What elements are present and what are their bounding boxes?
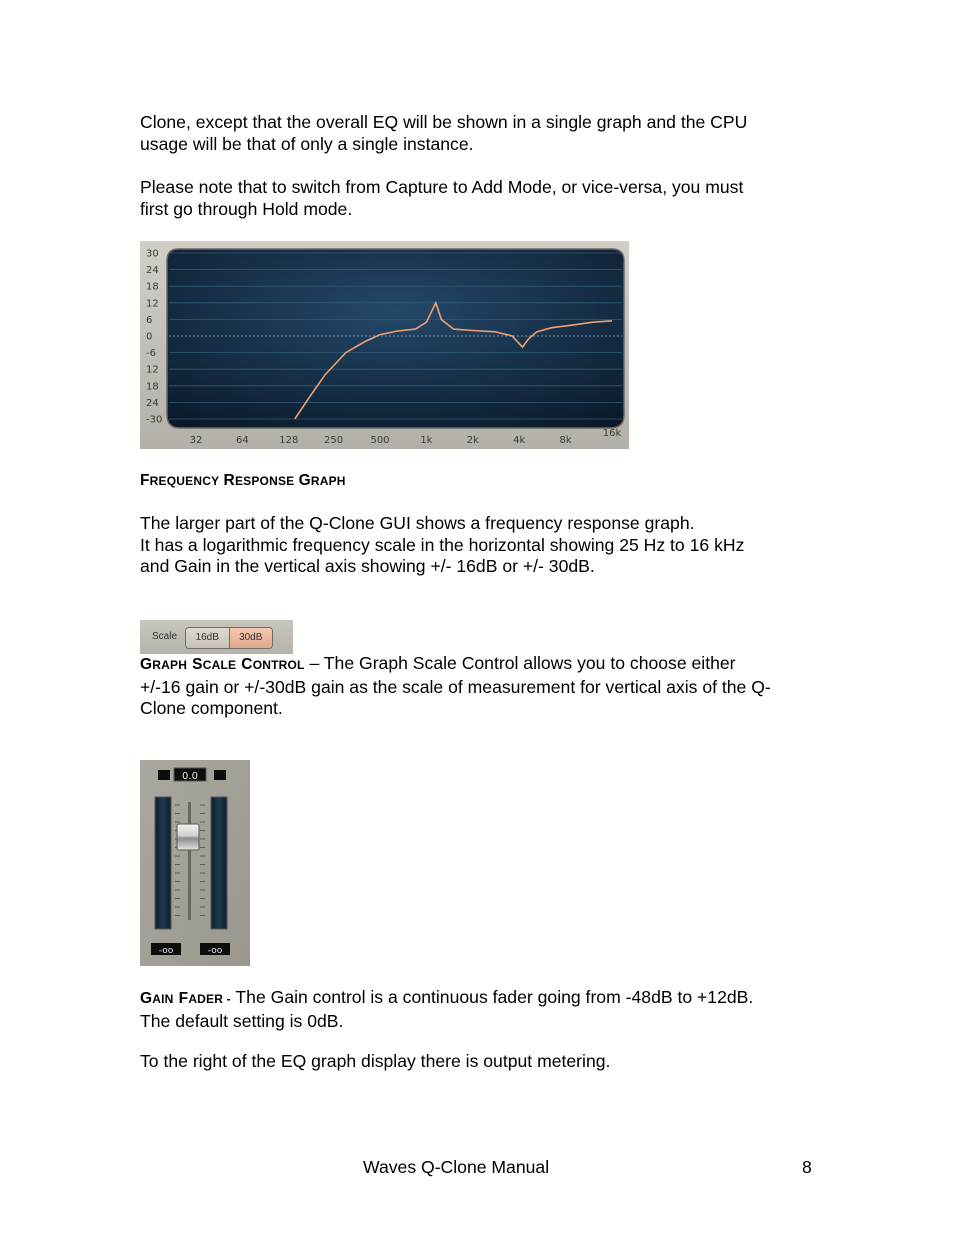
y-tick-label: 0: [146, 331, 153, 343]
text-line: Clone, except that the overall EQ will be shown in a single graph and the CPU: [140, 112, 748, 132]
heading-initial: G: [298, 472, 311, 489]
peak-value-right: -oo: [207, 946, 223, 956]
x-tick-label: 16k: [602, 428, 622, 439]
x-tick-label: 128: [279, 435, 299, 446]
inline-heading: GAIN FADER -: [140, 990, 231, 1007]
footer-title: Waves Q-Clone Manual: [363, 1157, 550, 1177]
x-tick-label: 8k: [559, 435, 572, 446]
text-line: To the right of the EQ graph display there is output metering.: [140, 1051, 611, 1071]
y-tick-label: -6: [146, 348, 156, 360]
meter-right: [211, 797, 227, 929]
text-line: GAIN FADER - The Gain control is a continuous fader going from -48dB to +12dB.: [140, 987, 754, 1007]
text-line: usage will be that of only a single instance.: [140, 133, 474, 154]
fader-value-text: 0.0: [182, 771, 198, 782]
text-line: The default setting is 0dB.: [140, 1010, 344, 1031]
graph-scale-description: [140, 653, 830, 720]
heading-initial: F: [140, 472, 150, 489]
scale-toggle: [185, 627, 273, 649]
heading-initial: R: [223, 472, 235, 489]
inline-heading: GRAPH SCALE CONTROL: [140, 656, 305, 673]
scale-30db-button[interactable]: 30dB: [230, 628, 273, 648]
fader-track: [188, 802, 191, 920]
fader-handle[interactable]: [177, 824, 199, 850]
graph-scale-control: [140, 620, 293, 654]
gain-fader-description: [140, 987, 830, 1032]
heading-rest: RAPH: [310, 474, 346, 488]
clip-indicator-left: [158, 770, 170, 780]
heading-rest: ESPONSE: [234, 474, 295, 488]
note-paragraph: [140, 177, 830, 220]
y-tick-label: 30: [146, 248, 159, 260]
y-tick-label: 18: [146, 381, 159, 393]
text-line: Please note that to switch from Capture to Add Mode, or vice-versa, you must: [140, 177, 744, 197]
scale-label: Scale: [152, 631, 178, 642]
text-line: and Gain in the vertical axis showing +/- 16dB or +/- 30dB.: [140, 556, 595, 577]
x-tick-label: 250: [324, 435, 344, 446]
metering-note: [140, 1051, 830, 1073]
y-tick-label: 12: [146, 364, 159, 376]
page-number: 8: [802, 1157, 812, 1177]
x-tick-label: 4k: [513, 435, 526, 446]
x-tick-label: 2k: [466, 435, 479, 446]
scale-16db-button[interactable]: 16dB: [186, 628, 230, 648]
text-line: GRAPH SCALE CONTROL – The Graph Scale Control allows you to choose either: [140, 653, 736, 673]
graph-screen: [167, 249, 624, 428]
section-heading-frequency-response-graph: [140, 472, 346, 490]
text-line: It has a logarithmic frequency scale in the horizontal showing 25 Hz to 16 kHz: [140, 534, 745, 555]
x-tick-label: 500: [370, 435, 390, 446]
y-tick-label: 6: [146, 314, 153, 326]
y-tick-label: 12: [146, 298, 159, 310]
clip-indicator-right: [214, 770, 226, 780]
y-tick-label: 24: [146, 397, 159, 409]
text-line: +/-16 gain or +/-30dB gain as the scale of measurement for vertical axis of the Q-: [140, 676, 771, 697]
y-tick-label: 24: [146, 265, 159, 277]
heading-rest: REQUENCY: [149, 474, 220, 488]
intro-paragraph: [140, 112, 830, 155]
text-line: Clone component.: [140, 698, 283, 719]
frequency-description: [140, 513, 830, 578]
y-tick-label: 18: [146, 281, 159, 293]
text-line: first go through Hold mode.: [140, 198, 353, 219]
text-line: The larger part of the Q-Clone GUI shows a frequency response graph.: [140, 513, 695, 533]
peak-value-left: -oo: [158, 946, 174, 956]
x-tick-label: 32: [189, 435, 203, 446]
frequency-response-graph: [140, 241, 629, 449]
x-tick-label: 1k: [420, 435, 433, 446]
gain-fader-panel: [140, 760, 250, 966]
x-tick-label: 64: [236, 435, 249, 446]
y-tick-label: -30: [146, 414, 163, 426]
meter-left: [155, 797, 171, 929]
